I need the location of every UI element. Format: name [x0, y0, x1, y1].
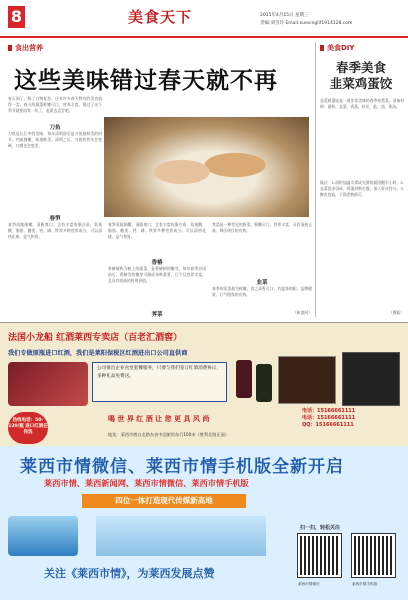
city-skyline-illustration: [96, 516, 266, 556]
promo-subtitle: 莱西市情、莱西新闻网、莱西市情微信、莱西市情手机版: [44, 478, 249, 488]
phone-line: 电话：15166661111: [302, 415, 356, 421]
advert-phones: [302, 408, 355, 429]
side-title-line1: 春季美食: [335, 60, 386, 75]
article-source: （新浪网）: [293, 310, 312, 315]
smartphone-illustration: [8, 516, 78, 556]
side-text-method: 做法：1.面粉加温水揉成光滑的面团醒半小时。2.韭菜洗净切碎，鸡蛋炒熟打散，加入虾皮拌匀。3.擀皮包馅，下锅煮熟即可。: [320, 180, 404, 198]
text-jicai: 荠菜是一种常见的野菜，鲜嫩可口，营养丰富，具有清热止血、降压明目的功效。: [212, 222, 312, 234]
page-header: [0, 0, 408, 38]
article-intro: 春天到了，除了万物复苏，还有许多春天特有的美食值得一尝。春天的蔬菜鲜嫩可口，营养丰富，错过了这个季节就要再等一年了，赶紧去尝尝吧。: [8, 96, 102, 114]
text-jiucai: 春季的韭菜最为鲜嫩，食之清香可口，有温肾助阳、益脾健胃、行气理血的功效。: [212, 286, 312, 298]
food-photo: [104, 117, 309, 217]
side-title-line2: 韭菜鸡蛋饺: [329, 76, 393, 91]
advert-title: 法国小龙船 红酒莱西专卖店（百老汇酒窖）: [8, 333, 183, 343]
advert-address: 地址：莱西市烟台北路东首中国旅馆东行100米（胜利北路正面）: [108, 432, 230, 437]
wine-cabinet-image: [342, 352, 400, 406]
side-source: （搜狐）: [388, 310, 404, 315]
side-title: [318, 60, 404, 92]
section-label: 食出营养: [8, 43, 43, 53]
advert-offer: 公司推出企业食堂套餐服务，只要与我们签订红酒消费协议，多种礼品免费送。: [92, 362, 227, 402]
wine-bottle-image: [236, 360, 252, 398]
text-xiangchun: 香椿被称为树上的蔬菜，是香椿树的嫩芽。每年春季谷雨前后，香椿发的嫩芽可做成各种菜肴，它不仅营养丰富，且具有较高的药用价值。: [108, 266, 206, 284]
qr-code-wechat[interactable]: [298, 534, 341, 577]
text-chunsun: 春笋质地细嫩，清脆爽口，含有丰富的蛋白质、氨基酸、脂肪、糖类、钙、磷、铁等多种营养成分，可以清热化痰、益气和胃。: [8, 222, 102, 240]
wine-glasses-image: [8, 362, 88, 406]
wine-bottle-image: [256, 364, 272, 402]
page-number: 8: [8, 6, 25, 28]
subhead-xiangchun: 香椿: [151, 260, 163, 266]
advert-slogan: 喝 世 界 红 酒 让 您 更 具 风 尚: [108, 414, 210, 423]
editor-line: 责编:刘雪玲 Email:xuexinglif1914128.com: [260, 21, 353, 26]
promo-banner: 四位一体打造现代传媒新高地: [82, 494, 246, 508]
column-divider: [315, 42, 316, 317]
promo-title: 莱西市情微信、莱西市情手机版全新开启: [20, 457, 344, 477]
masthead: 美食天下: [128, 8, 193, 26]
side-text-ingredients: 韭菜鸡蛋饺是一道非常美味的春季家常菜。准备材料：面粉、韭菜、鸡蛋、虾皮、盐、油、香油。: [320, 98, 404, 110]
subhead-daoyu: 刀鱼: [49, 125, 61, 131]
qr-caption: 莱西市情微信: [298, 582, 320, 586]
price-stamp: 热线电话：50-120/瓶 进口红酒任你选: [8, 412, 48, 444]
subhead-chunsun: 春笋: [49, 216, 61, 222]
subhead-jiucai: 韭菜: [256, 280, 268, 286]
qr-caption: 莱西市情手机版: [352, 582, 378, 586]
phone-line: 电话：15166661111: [302, 408, 356, 414]
qq-line: QQ：15166661111: [302, 422, 354, 428]
subhead-jicai: 荠菜: [151, 312, 163, 318]
advert-subtitle: 我们专做原瓶进口红酒，我们是莱阳保税区红酒进出口公司直供商: [8, 350, 188, 357]
text-daoyu: 刀鱼是长江中的美味，每年清明前后是刀鱼最鲜美的时节，肉质细嫩，味道鲜美。清明之后，刀鱼的骨头会变硬，口感也会变差。: [8, 131, 102, 149]
promo-slogan: 关注《莱西市情》，为莱西发展点赞: [44, 567, 215, 580]
side-section-label: 美食DIY: [320, 43, 354, 53]
qr-code-mobile[interactable]: [352, 534, 395, 577]
wine-gift-box-image: [278, 356, 336, 404]
scan-prompt: 扫一扫，轻松关注: [300, 525, 341, 531]
article-title: 这些美味错过春天就不再: [14, 67, 278, 94]
date-line: 2015年4月15日 星期三: [260, 13, 309, 18]
text-col2-top: 春笋质地细嫩，清脆爽口，含有丰富的蛋白质、氨基酸、脂肪、糖类、钙、磷、铁等多种营养成分，可以清热化痰、益气和胃。: [108, 222, 206, 240]
